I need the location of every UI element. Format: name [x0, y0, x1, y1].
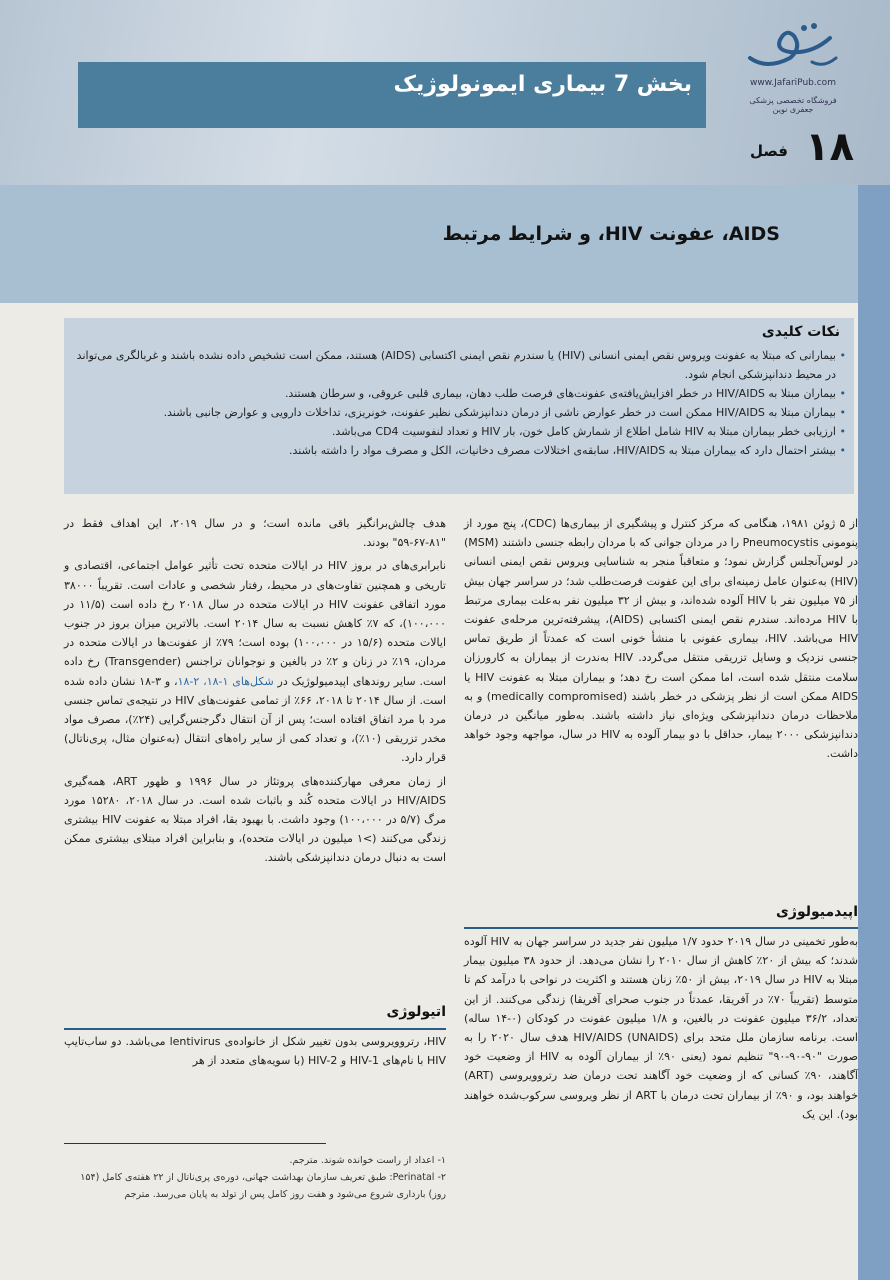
left-paragraph-2-text: نابرابری‌های در بروز HIV در ایالات متحده تحت تأثیر عوامل اجتماعی، اقتصادی و تاریخی و همچنین تفاوت‌های در محیط، رفتار شخصی و عادات است. تقریباً ۳۸۰۰۰ مورد اتفاقی عفونت HIV در ایالات متحده در سال ۲۰۱۸ رخ داده است (۱۱/۵ در ۱۰۰،۰۰۰)، که ۷٪ کاهش نسبت به سال ۲۰۱۴ است. بالاترین میزان بروز در جنوب ایالات متحده (۱۵/۶ در ۱۰۰،۰۰۰) بوده است؛ ۷۹٪ از عفونت‌ها در ایالات متحده در مردان، ۱۹٪ در زنان و ۲٪ در بالغین و نوجوانان تراجنس (Transgender) رخ داده است. سایر روندهای اپیدمیولوژیک در: [64, 559, 447, 688]
footnote: ۱- اعداد از راست خوانده شوند. مترجم.: [289, 1155, 446, 1166]
key-points-box: [64, 318, 854, 494]
chapter-number: ۱۸: [805, 124, 854, 170]
key-points-list: [72, 346, 846, 460]
key-point: • بیمارانی که مبتلا به عفونت ویروس نقص ایمنی انسانی (HIV) یا سندرم نقص ایمنی اکتسابی (AIDS) هستند، ممکن است تشخیص داده نشده باشند و غربالگری می‌تواند در محیط دندانپزشکی انجام شود.: [72, 346, 846, 384]
chapter-marker: [712, 124, 862, 182]
publisher-logo-icon: [742, 18, 842, 76]
epidemiology-text: [464, 932, 858, 1128]
intro-paragraph: از ۵ ژوئن ۱۹۸۱، هنگامی که مرکز کنترل و پیشگیری از بیماری‌ها (CDC)، پنج مورد از پنومونی Pneumocystis را در مردان جوانی که با مردان رابطه جنسی داشتند (MSM) در لوس‌آنجلس گزارش نمود؛ و متعاقباً منجر به شناسایی ویروس نقص ایمنی انسانی (HIV) به‌عنوان عامل زمینه‌ای برای این عفونت فرصت‌طلب شد؛ در سراسر جهان بیش از ۷۵ میلیون نفر با HIV آلوده شده‌اند، و بیش از ۳۲ میلیون نفر به‌علت بیماری مرتبط با HIV مرده‌اند. سندرم نقص ایمنی اکتسابی (AIDS)، پیشرفته‌ترین مرحله‌ی عفونت HIV می‌باشد. HIV، بیماری عفونی با منشأ خونی است که عمدتاً از طریق تماس جنسی نزدیک و وسایل تزریقی منتقل می‌گردد. HIV به‌ندرت از بیماران به کارورزان سلامت منتقل شده است، اما ممکن است رخ دهد؛ و بیماران مبتلا به عفونت HIV یا AIDS ممکن است از نظر پزشکی در خطر باشند (medically compromised) و به ملاحظات درمان دندانپزشکی ویژه‌ای نیاز داشته باشند. به‌طور میانگین در درمان دندانپزشکی ۲۰۰۰ بیمار، حداقل با دو بیمار آلوده به HIV در سال، مواجهه وجود خواهد داشت.: [464, 517, 859, 761]
page-edge-strip: [858, 185, 890, 1280]
key-point: • بیماران مبتلا به HIV/AIDS در خطر افزایش‌یافته‌ی عفونت‌های فرصت طلب دهان، بیماری قلبی عروقی، و سرطان هستند.: [72, 384, 846, 403]
left-paragraph-2-tail: ، و ۳-۱۸ نشان داده شده است. از سال ۲۰۱۴ تا ۲۰۱۸، ۶۶٪ از تمامی عفونت‌های HIV در نتیجه‌ی تماس جنسی مرد با مرد اتفاق افتاده است؛ پس از آن انتقال دگرجنس‌گرایی (۲۴٪)، مصرف مواد مخدر تزریقی (۱۰٪)، و تعداد کمی از سایر راه‌های انتقال (به‌عنوان مثال، پری‌ناتال) قرار دارد.: [64, 674, 447, 765]
key-point: • بیشتر احتمال دارد که بیماران مبتلا به HIV/AIDS، سابقه‌ی اختلالات مصرف دخانیات، الکل و مصرف مواد را داشته باشند.: [72, 441, 846, 460]
chapter-label: فصل: [750, 142, 788, 160]
publisher-tagline: فروشگاه تخصصی پزشکی جعفری نوین: [749, 96, 837, 114]
section-divider: [64, 1028, 446, 1030]
publisher-logo: [738, 10, 848, 114]
footnote: ۲- Perinatal: طبق تعریف سازمان بهداشت جهانی، دوره‌ی پری‌ناتال از ۲۲ هفته‌ی کامل (۱۵۴ روز) بارداری شروع می‌شود و هفت روز کامل پس از تولد به پایان می‌رسد. مترجم: [80, 1172, 446, 1200]
right-column: [464, 514, 858, 768]
etiology-text: [64, 1032, 446, 1074]
page-header: [0, 0, 890, 185]
chapter-title-band: [0, 185, 858, 303]
left-paragraph-1: هدف چالش‌برانگیز باقی مانده است؛ و در سال ۲۰۱۹، این اهداف فقط در "۸۱-۶۷-۵۹" بودند.: [64, 517, 447, 550]
epidemiology-paragraph: به‌طور تخمینی در سال ۲۰۱۹ حدود ۱/۷ میلیون نفر جدید در سراسر جهان به HIV آلوده شدند؛ که بیش از ۲۰٪ کاهش از سال ۲۰۱۰ را نشان می‌دهد. از حدود ۳۸ میلیون بیمار مبتلا به HIV در سال ۲۰۱۹، بیش از ۵۰٪ زنان هستند و اکثریت در نواحی با درآمد کم تا متوسط (تقریباً ۷۰٪ در آفریقا، عمدتاً در جنوب صحرای آفریقا) زندگی می‌کنند. از این تعداد، ۳۶/۲ میلیون عفونت در بالغین، و ۱/۸ میلیون عفونت در کودکان (۰-۱۴ ساله) است. برنامه سازمان ملل متحد برای HIV/AIDS (UNAIDS) هدف سال ۲۰۲۰ را به صورت "۹۰-۹۰-۹۰" تنظیم نمود (یعنی ۹۰٪ از بیماران آلوده به HIV از وضعیت خود آگاهند، ۹۰٪ کسانی که از وضعیت خود آگاهند تحت درمان ضد رتروویروسی (ART) خواهند بود، و ۹۰٪ از بیماران تحت درمان با ART از نظر ویروسی سرکوب‌شده خواهند بود). این یک: [464, 935, 859, 1121]
part-title-bar: [78, 62, 706, 128]
key-point: • بیماران مبتلا به HIV/AIDS ممکن است در خطر عوارض ناشی از درمان دندانپزشکی نظیر عفونت، خونریزی، تداخلات دارویی و عوارض جانبی باشند.: [72, 403, 846, 422]
section-divider: [464, 927, 858, 929]
key-points-heading: نکات کلیدی: [761, 324, 840, 340]
epidemiology-heading: اپیدمیولوژی: [776, 904, 858, 920]
publisher-url: www.JafariPub.com: [750, 78, 836, 88]
figure-reference-link[interactable]: شکل‌های ۱-۱۸، ۲-۱۸: [177, 674, 274, 688]
footnotes: [64, 1152, 446, 1203]
etiology-heading: اتیولوژی: [386, 1004, 446, 1020]
key-point: • ارزیابی خطر بیماران مبتلا به HIV شامل اطلاع از شمارش کامل خون، بار HIV و تعداد لنفوسیت CD4 می‌باشد.: [72, 422, 846, 441]
left-paragraph-2: [64, 556, 446, 767]
footnote-rule: [64, 1143, 326, 1144]
left-paragraph-3: از زمان معرفی مهارکننده‌های پروتئاز در سال ۱۹۹۶ و ظهور ART، همه‌گیری HIV/AIDS در ایالات متحده کُند و باثبات شده است. در سال ۲۰۱۸، ۱۵۲۸۰ مورد مرگ (۵/۷ در ۱۰۰،۰۰۰) وجود داشت. با بهبود بقا، افراد مبتلا به عفونت HIV بیشتری زندگی می‌کنند (>۱ میلیون در ایالات متحده)، و بنابراین افراد مبتلای بیشتری ممکن است به دنبال درمان دندانپزشکی باشند.: [64, 774, 447, 865]
left-column: [64, 514, 446, 872]
etiology-paragraph: HIV، رتروویروسی بدون تغییر شکل از خانواده‌ی lentivirus می‌باشد. دو ساب‌تایپ HIV با نام‌های HIV-1 و HIV-2 (با سویه‌های متعدد از هر: [64, 1035, 446, 1068]
part-title: بخش 7 بیماری ایمونولوژیک: [393, 72, 692, 97]
chapter-title: AIDS، عفونت HIV، و شرایط مرتبط: [442, 223, 780, 245]
